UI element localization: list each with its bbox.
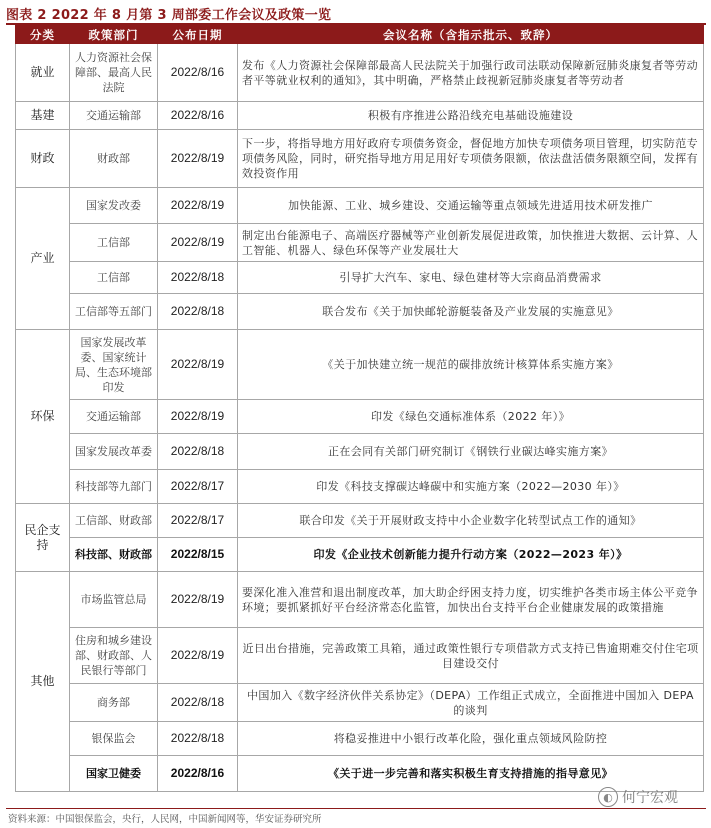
table-header-row bbox=[16, 26, 704, 44]
bottom-rule bbox=[6, 808, 706, 809]
header-date: 公布日期 bbox=[158, 26, 238, 44]
table-row bbox=[16, 330, 704, 400]
date-cell: 2022/8/19 bbox=[158, 224, 238, 262]
department-cell: 工信部 bbox=[70, 262, 158, 294]
watermark bbox=[598, 787, 678, 807]
meeting-cell: 制定出台能源电子、高端医疗器械等产业创新发展促进政策，加快推进大数据、云计算、人工智能、机器人、绿色环保等产业发展壮大 bbox=[238, 224, 704, 262]
meeting-cell: 将稳妥推进中小银行改革化险，强化重点领域风险防控 bbox=[238, 722, 704, 756]
department-cell: 国家发展改革委 bbox=[70, 434, 158, 470]
category-cell: 基建 bbox=[16, 102, 70, 130]
date-cell: 2022/8/18 bbox=[158, 262, 238, 294]
table-row bbox=[16, 684, 704, 722]
source-note: 资料来源：中国银保监会，央行，人民网，中国新闻网等，华安证券研究所 bbox=[8, 814, 322, 825]
header-category: 分类 bbox=[16, 26, 70, 44]
table-row bbox=[16, 400, 704, 434]
department-cell: 市场监管总局 bbox=[70, 572, 158, 628]
department-cell: 科技部等九部门 bbox=[70, 470, 158, 504]
department-cell: 交通运输部 bbox=[70, 102, 158, 130]
category-cell: 就业 bbox=[16, 44, 70, 102]
table-row bbox=[16, 44, 704, 102]
department-cell: 科技部、财政部 bbox=[70, 538, 158, 572]
date-cell: 2022/8/19 bbox=[158, 330, 238, 400]
meeting-cell: 印发《科技支撑碳达峰碳中和实施方案（2022—2030 年）》 bbox=[238, 470, 704, 504]
policy-table bbox=[15, 25, 704, 792]
wechat-icon: ◐ bbox=[598, 787, 618, 807]
table-row bbox=[16, 722, 704, 756]
header-department: 政策部门 bbox=[70, 26, 158, 44]
date-cell: 2022/8/18 bbox=[158, 434, 238, 470]
department-cell: 工信部等五部门 bbox=[70, 294, 158, 330]
department-cell: 银保监会 bbox=[70, 722, 158, 756]
meeting-cell: 发布《人力资源社会保障部最高人民法院关于加强行政司法联动保障新冠肺炎康复者等劳动者平等就业权利的通知》，其中明确，严格禁止歧视新冠肺炎康复者等劳动者 bbox=[238, 44, 704, 102]
department-cell: 交通运输部 bbox=[70, 400, 158, 434]
meeting-cell: 印发《绿色交通标准体系（2022 年）》 bbox=[238, 400, 704, 434]
meeting-cell: 正在会同有关部门研究制订《钢铁行业碳达峰实施方案》 bbox=[238, 434, 704, 470]
meeting-cell: 印发《企业技术创新能力提升行动方案（2022—2023 年）》 bbox=[238, 538, 704, 572]
meeting-cell: 要深化准入准营和退出制度改革，加大助企纾困支持力度，切实维护各类市场主体公平竞争环境；要抓紧抓好平台经济常态化监管，加快出台支持平台企业健康发展的政策措施 bbox=[238, 572, 704, 628]
department-cell: 人力资源社会保障部、最高人民法院 bbox=[70, 44, 158, 102]
meeting-cell: 加快能源、工业、城乡建设、交通运输等重点领域先进适用技术研发推广 bbox=[238, 188, 704, 224]
table-row bbox=[16, 294, 704, 330]
header-meeting: 会议名称（含指示批示、致辞） bbox=[238, 26, 704, 44]
date-cell: 2022/8/19 bbox=[158, 572, 238, 628]
date-cell: 2022/8/19 bbox=[158, 400, 238, 434]
department-cell: 国家卫健委 bbox=[70, 756, 158, 792]
date-cell: 2022/8/15 bbox=[158, 538, 238, 572]
watermark-text: 何宁宏观 bbox=[622, 790, 678, 806]
category-cell: 环保 bbox=[16, 330, 70, 504]
date-cell: 2022/8/17 bbox=[158, 470, 238, 504]
meeting-cell: 联合印发《关于开展财政支持中小企业数字化转型试点工作的通知》 bbox=[238, 504, 704, 538]
meeting-cell: 联合发布《关于加快邮轮游艇装备及产业发展的实施意见》 bbox=[238, 294, 704, 330]
table-row bbox=[16, 262, 704, 294]
category-cell: 产业 bbox=[16, 188, 70, 330]
meeting-cell: 中国加入《数字经济伙伴关系协定》（DEPA）工作组正式成立，全面推进中国加入 DEPA 的谈判 bbox=[238, 684, 704, 722]
table-row bbox=[16, 130, 704, 188]
meeting-cell: 《关于加快建立统一规范的碳排放统计核算体系实施方案》 bbox=[238, 330, 704, 400]
meeting-cell: 近日出台措施，完善政策工具箱，通过政策性银行专项借款方式支持已售逾期难交付住宅项目建设交付 bbox=[238, 628, 704, 684]
table-row bbox=[16, 538, 704, 572]
department-cell: 工信部、财政部 bbox=[70, 504, 158, 538]
table-row bbox=[16, 628, 704, 684]
table-row bbox=[16, 434, 704, 470]
date-cell: 2022/8/19 bbox=[158, 188, 238, 224]
meeting-cell: 引导扩大汽车、家电、绿色建材等大宗商品消费需求 bbox=[238, 262, 704, 294]
department-cell: 国家发展改革委、国家统计局、生态环境部印发 bbox=[70, 330, 158, 400]
date-cell: 2022/8/16 bbox=[158, 756, 238, 792]
date-cell: 2022/8/16 bbox=[158, 44, 238, 102]
category-cell: 财政 bbox=[16, 130, 70, 188]
category-cell: 民企支持 bbox=[16, 504, 70, 572]
date-cell: 2022/8/16 bbox=[158, 102, 238, 130]
table-row bbox=[16, 188, 704, 224]
date-cell: 2022/8/18 bbox=[158, 684, 238, 722]
meeting-cell: 《关于进一步完善和落实积极生育支持措施的指导意见》 bbox=[238, 756, 704, 792]
table-row bbox=[16, 504, 704, 538]
category-cell: 其他 bbox=[16, 572, 70, 792]
department-cell: 国家发改委 bbox=[70, 188, 158, 224]
date-cell: 2022/8/19 bbox=[158, 130, 238, 188]
meeting-cell: 积极有序推进公路沿线充电基础设施建设 bbox=[238, 102, 704, 130]
date-cell: 2022/8/19 bbox=[158, 628, 238, 684]
date-cell: 2022/8/18 bbox=[158, 722, 238, 756]
department-cell: 商务部 bbox=[70, 684, 158, 722]
table-row bbox=[16, 102, 704, 130]
department-cell: 住房和城乡建设部、财政部、人民银行等部门 bbox=[70, 628, 158, 684]
table-row bbox=[16, 224, 704, 262]
figure-title: 图表 2 2022 年 8 月第 3 周部委工作会议及政策一览 bbox=[6, 8, 332, 23]
table-row bbox=[16, 572, 704, 628]
department-cell: 工信部 bbox=[70, 224, 158, 262]
date-cell: 2022/8/18 bbox=[158, 294, 238, 330]
meeting-cell: 下一步，将指导地方用好政府专项债务资金，督促地方加快专项债务项目管理，切实防范专项债务风险，同时，研究指导地方用足用好专项债务限额，依法盘活债务限额空间，发挥有效投资作用 bbox=[238, 130, 704, 188]
department-cell: 财政部 bbox=[70, 130, 158, 188]
date-cell: 2022/8/17 bbox=[158, 504, 238, 538]
table-row bbox=[16, 470, 704, 504]
